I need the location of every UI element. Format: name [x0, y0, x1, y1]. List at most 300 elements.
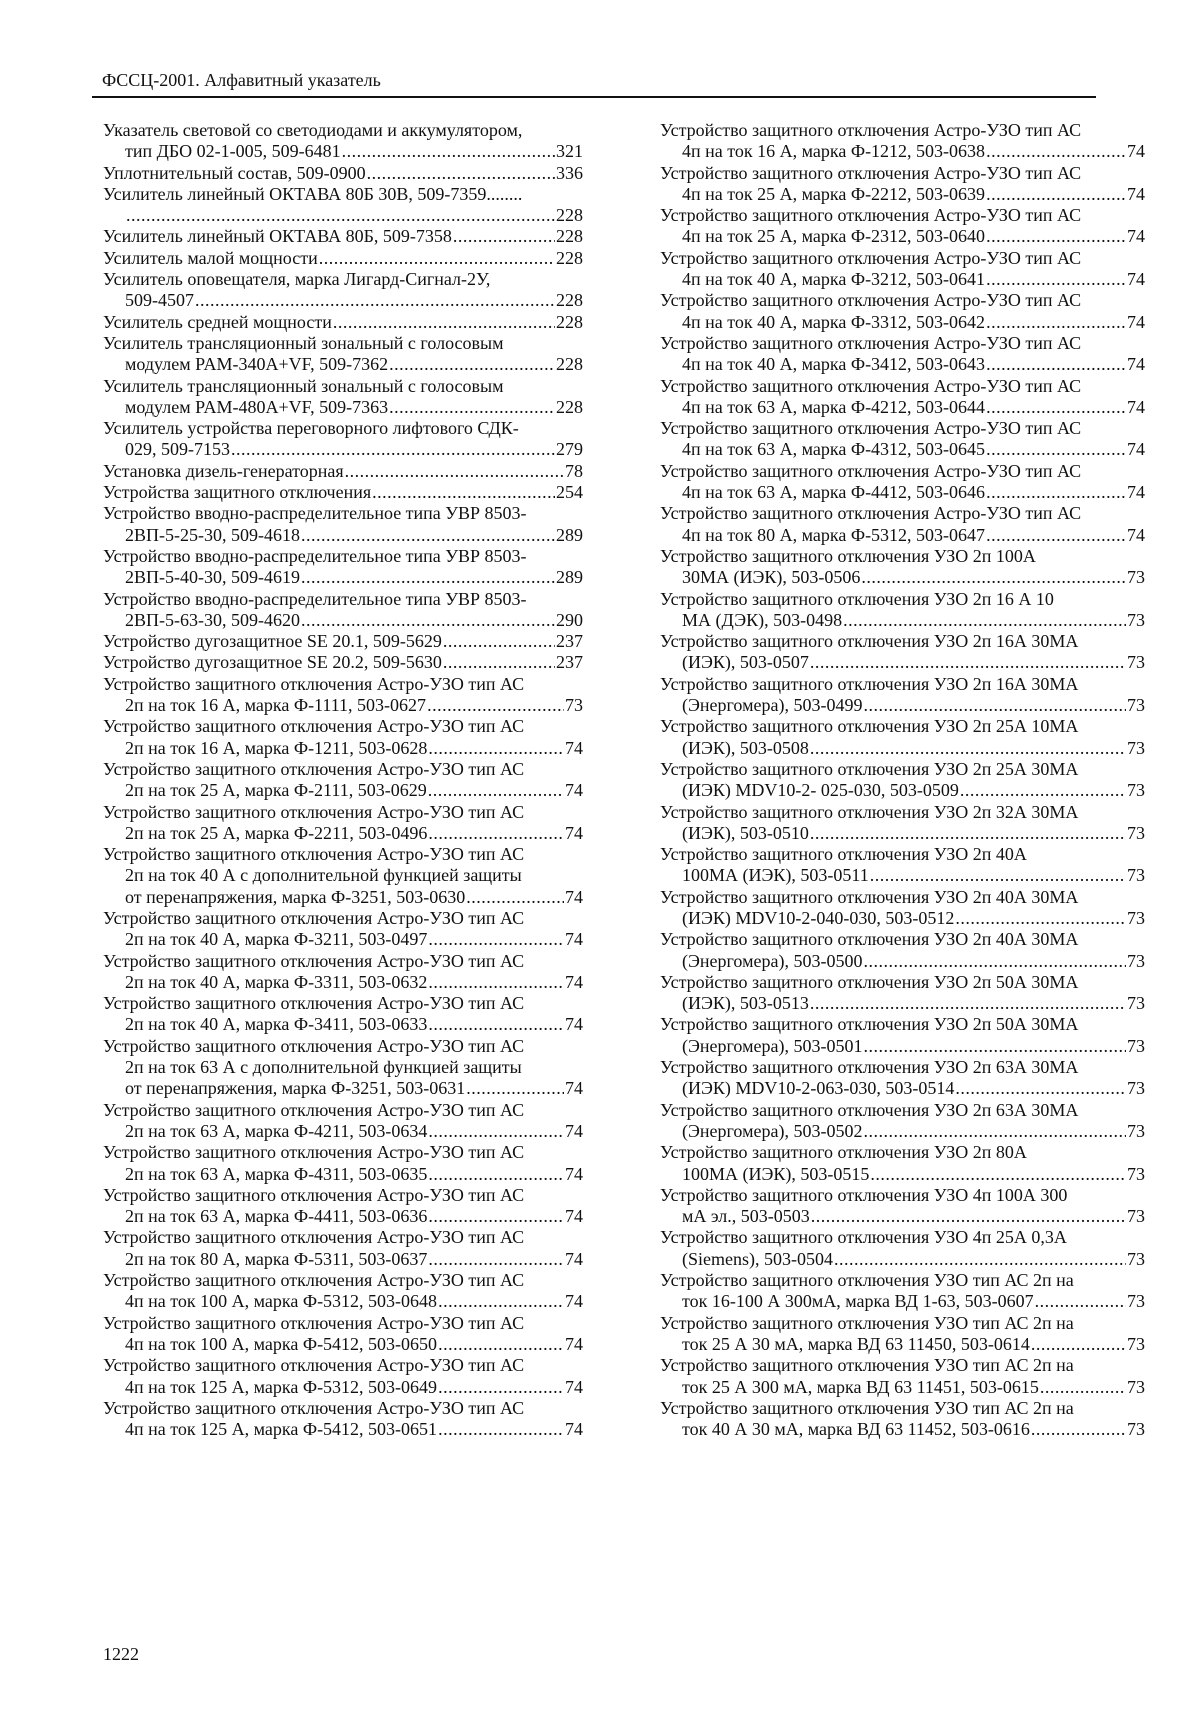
entry-page-number: 73: [1127, 1035, 1145, 1056]
index-entry: [103, 951, 583, 994]
dot-leader: [810, 993, 1126, 1014]
entry-text-line: Устройство защитного отключения УЗО 2п 25А 30МА: [660, 758, 1079, 779]
entry-text-line: Устройство защитного отключения Астро-УЗО тип АС: [103, 801, 525, 822]
dot-leader: [986, 269, 1126, 290]
dot-leader: [389, 354, 555, 375]
entry-page-number: 74: [1127, 311, 1145, 332]
entry-text-line: Устройство защитного отключения УЗО 2п 63А 30МА: [660, 1057, 1079, 1078]
index-entry: [660, 163, 1145, 206]
entry-text-line: Устройство защитного отключения УЗО 2п 25А 10МА: [660, 716, 1079, 737]
entry-page-number: 74: [565, 886, 583, 907]
index-entry: [660, 546, 1145, 589]
entry-text-last: ток 16-100 А 300мА, марка ВД 1-63, 503-0607: [682, 1291, 1034, 1312]
dot-leader: [986, 525, 1126, 546]
dot-leader: [427, 695, 564, 716]
entry-text-last: (Siemens), 503-0504: [682, 1248, 833, 1269]
index-entry: [103, 333, 583, 376]
entry-text-line: Устройство защитного отключения УЗО 2п 50А 30МА: [660, 971, 1079, 992]
entry-text-last: Устройство дугозащитное SE 20.2, 509-5630: [103, 652, 442, 673]
dot-leader: [466, 887, 564, 908]
entry-text-last: Устройство дугозащитное SE 20.1, 509-5629: [103, 631, 442, 652]
entry-text-line: Устройство защитного отключения Астро-УЗО тип АС: [103, 673, 525, 694]
dot-leader: [342, 141, 555, 162]
entry-text-last: 2ВП-5-63-30, 509-4620: [125, 609, 300, 630]
dot-leader: [195, 290, 555, 311]
entry-leader-line: [103, 610, 583, 631]
entry-text-line: Устройство вводно-распределительное типа УВР 8503-: [103, 503, 527, 524]
entry-leader-line: [660, 1291, 1145, 1312]
dot-leader: [986, 354, 1126, 375]
entry-page-number: 73: [1127, 609, 1145, 630]
index-entry: [660, 929, 1145, 972]
entry-leader-line: [103, 461, 583, 482]
index-entry: [103, 1142, 583, 1185]
entry-text-line: Устройство защитного отключения УЗО 2п 40А: [660, 844, 1027, 865]
index-entry: [103, 674, 583, 717]
index-entry: [660, 1398, 1145, 1441]
entry-text-last: модулем PAM-340A+VF, 509-7362: [125, 354, 389, 375]
index-column-right: [660, 120, 1145, 1440]
entry-leader-line: [103, 738, 583, 759]
dot-leader: [863, 951, 1126, 972]
dot-leader: [955, 908, 1126, 929]
entry-text-line: Устройство защитного отключения Астро-УЗО тип АС: [103, 950, 525, 971]
entry-text-line: Устройство защитного отключения УЗО 2п 32А 30МА: [660, 801, 1079, 822]
dot-leader: [986, 226, 1126, 247]
entry-page-number: 73: [1127, 1419, 1145, 1440]
entry-leader-line: [660, 1377, 1145, 1398]
entry-leader-line: [660, 354, 1145, 375]
entry-page-number: 289: [556, 524, 583, 545]
entry-text-last: 100МА (ИЭК), 503-0511: [682, 865, 869, 886]
entry-leader-line: [660, 695, 1145, 716]
index-entry: [660, 205, 1145, 248]
entry-page-number: 73: [1127, 1163, 1145, 1184]
entry-text-last: 4п на ток 40 А, марка Ф-3412, 503-0643: [682, 354, 986, 375]
dot-leader: [466, 1078, 564, 1099]
entry-text-last: (Энергомера), 503-0501: [682, 1035, 863, 1056]
dot-leader: [443, 652, 555, 673]
entry-text-line: Устройство защитного отключения УЗО 2п 40А 30МА: [660, 929, 1079, 950]
entry-leader-line: [103, 1291, 583, 1312]
entry-text-line: Устройство защитного отключения Астро-УЗО тип АС: [103, 716, 525, 737]
entry-page-number: 74: [565, 1206, 583, 1227]
dot-leader: [428, 1014, 564, 1035]
entry-text-line: Устройство защитного отключения Астро-УЗО тип АС: [103, 844, 525, 865]
entry-page-number: 73: [1127, 907, 1145, 928]
index-entry: [660, 1014, 1145, 1057]
entry-text-last: 2ВП-5-40-30, 509-4619: [125, 567, 300, 588]
entry-text-line: Устройство защитного отключения УЗО 2п 40А 30МА: [660, 886, 1079, 907]
entry-leader-line: [103, 205, 583, 226]
index-entry: [660, 461, 1145, 504]
dot-leader: [863, 695, 1126, 716]
entry-leader-line: [660, 652, 1145, 673]
entry-text-line: Усилитель линейный ОКТАВА 80Б 30В, 509-7359........: [103, 183, 523, 204]
entry-page-number: 74: [565, 1376, 583, 1397]
index-entry: [103, 503, 583, 546]
index-entry: [103, 1227, 583, 1270]
entry-leader-line: [660, 397, 1145, 418]
entry-leader-line: [103, 141, 583, 162]
entry-page-number: 228: [556, 205, 583, 226]
entry-text-last: 2п на ток 40 А, марка Ф-3211, 503-0497: [125, 929, 428, 950]
entry-page-number: 73: [1127, 1333, 1145, 1354]
entry-text-last: Уплотнительный состав, 509-0900: [103, 162, 366, 183]
entry-text-line: Устройство защитного отключения УЗО тип АС 2п на: [660, 1270, 1074, 1291]
entry-leader-line: [660, 141, 1145, 162]
index-entry: [660, 759, 1145, 802]
entry-text-last: 4п на ток 125 А, марка Ф-5412, 503-0651: [125, 1419, 438, 1440]
entry-text-last: 4п на ток 63 А, марка Ф-4312, 503-0645: [682, 439, 986, 460]
dot-leader: [438, 1334, 564, 1355]
entry-text-last: 4п на ток 80 А, марка Ф-5312, 503-0647: [682, 524, 986, 545]
entry-text-line: Устройство защитного отключения Астро-УЗО тип АС: [103, 1355, 525, 1376]
entry-text-line: Устройство защитного отключения Астро-УЗО тип АС: [103, 1312, 525, 1333]
entry-leader-line: [660, 908, 1145, 929]
entry-text-line: Усилитель трансляционный зональный с голосовым: [103, 332, 504, 353]
entry-text-last: (ИЭК) MDV10-2-040-030, 503-0512: [682, 907, 955, 928]
entry-text-line: Указатель световой со светодиодами и аккумулятором,: [103, 120, 523, 140]
entry-page-number: 321: [556, 141, 583, 162]
entry-text-line: Устройство защитного отключения Астро-УЗО тип АС: [103, 1397, 525, 1418]
index-entry: [103, 312, 583, 333]
index-entry: [103, 461, 583, 482]
index-entry: [103, 1185, 583, 1228]
entry-text-last: (ИЭК), 503-0510: [682, 822, 809, 843]
entry-leader-line: [660, 525, 1145, 546]
entry-page-number: 228: [556, 396, 583, 417]
dot-leader: [453, 226, 555, 247]
entry-text-last: ток 25 А 300 мА, марка ВД 63 11451, 503-0615: [682, 1376, 1039, 1397]
entry-text-last: 2п на ток 63 А, марка Ф-4411, 503-0636: [125, 1206, 428, 1227]
index-entry: [103, 759, 583, 802]
index-entry: [660, 1355, 1145, 1398]
entry-text-line: Устройство защитного отключения Астро-УЗО тип АС: [660, 460, 1082, 481]
entry-text-line: Устройство защитного отключения УЗО тип АС 2п на: [660, 1312, 1074, 1333]
dot-leader: [986, 397, 1126, 418]
entry-leader-line: [103, 226, 583, 247]
entry-text-line: Устройство вводно-распределительное типа УВР 8503-: [103, 588, 527, 609]
entry-text-last: 2п на ток 80 А, марка Ф-5311, 503-0637: [125, 1248, 428, 1269]
entry-leader-line: [660, 567, 1145, 588]
index-entry: [660, 589, 1145, 632]
index-entry: [660, 1057, 1145, 1100]
entry-page-number: 336: [556, 162, 583, 183]
entry-text-line: Устройство защитного отключения УЗО 2п 16 А 10: [660, 588, 1054, 609]
header-title: ФССЦ-2001. Алфавитный указатель: [102, 70, 381, 90]
dot-leader: [870, 865, 1126, 886]
entry-text-last: от перенапряжения, марка Ф-3251, 503-0630: [125, 886, 466, 907]
dot-leader: [986, 312, 1126, 333]
entry-leader-line: [103, 163, 583, 184]
entry-text-line: Устройство защитного отключения Астро-УЗО тип АС: [660, 332, 1082, 353]
entry-text-last: (ИЭК) MDV10-2- 025-030, 503-0509: [682, 780, 959, 801]
entry-leader-line: [660, 865, 1145, 886]
entry-leader-line: [103, 887, 583, 908]
entry-leader-line: [103, 482, 583, 503]
index-entry: [660, 844, 1145, 887]
entry-page-number: 74: [565, 1291, 583, 1312]
entry-page-number: 73: [1127, 567, 1145, 588]
dot-leader: [428, 738, 564, 759]
entry-page-number: 73: [1127, 737, 1145, 758]
entry-text-line: Устройство защитного отключения Астро-УЗО тип АС: [103, 1099, 525, 1120]
entry-text-last: 2п на ток 25 А, марка Ф-2111, 503-0629: [125, 780, 427, 801]
entry-page-number: 74: [1127, 482, 1145, 503]
entry-page-number: 78: [565, 460, 583, 481]
entry-text-last: 4п на ток 100 А, марка Ф-5412, 503-0650: [125, 1333, 438, 1354]
entry-text-line: Устройство защитного отключения Астро-УЗО тип АС: [103, 1184, 525, 1205]
entry-text-line: 2п на ток 63 А с дополнительной функцией защиты: [125, 1057, 522, 1078]
dot-leader: [986, 439, 1126, 460]
dot-leader: [428, 780, 564, 801]
entry-leader-line: [103, 354, 583, 375]
dot-leader: [863, 1036, 1126, 1057]
entry-page-number: 73: [1127, 1120, 1145, 1141]
dot-leader: [986, 141, 1126, 162]
entry-page-number: 74: [565, 1248, 583, 1269]
index-entry: [660, 1185, 1145, 1228]
dot-leader: [986, 482, 1126, 503]
entry-text-last: 4п на ток 63 А, марка Ф-4212, 503-0644: [682, 396, 986, 417]
entry-page-number: 279: [556, 439, 583, 460]
entry-text-last: 2п на ток 63 А, марка Ф-4211, 503-0634: [125, 1120, 428, 1141]
entry-page-number: 74: [565, 929, 583, 950]
index-entry: [103, 1355, 583, 1398]
entry-text-line: Устройство защитного отключения Астро-УЗО тип АС: [103, 907, 525, 928]
entry-leader-line: [103, 1164, 583, 1185]
entry-leader-line: [103, 248, 583, 269]
entry-text-line: Устройство защитного отключения Астро-УЗО тип АС: [660, 162, 1082, 183]
entry-text-last: 2п на ток 16 А, марка Ф-1111, 503-0627: [125, 695, 427, 716]
entry-text-line: Устройство защитного отключения УЗО 4п 25А 0,3А: [660, 1227, 1067, 1248]
entry-leader-line: [103, 397, 583, 418]
index-entry: [103, 226, 583, 247]
dot-leader: [955, 1078, 1126, 1099]
entry-page-number: 74: [565, 822, 583, 843]
dot-leader: [438, 1377, 564, 1398]
entry-text-line: Устройство защитного отключения Астро-УЗО тип АС: [660, 375, 1082, 396]
entry-page-number: 74: [565, 1419, 583, 1440]
running-header: [92, 66, 1096, 98]
index-entry: [103, 802, 583, 845]
entry-leader-line: [103, 439, 583, 460]
entry-page-number: 73: [565, 695, 583, 716]
entry-text-line: Устройство защитного отключения УЗО 2п 80А: [660, 1142, 1027, 1163]
entry-page-number: 228: [556, 354, 583, 375]
entry-leader-line: [660, 1164, 1145, 1185]
entry-leader-line: [103, 695, 583, 716]
entry-leader-line: [103, 1206, 583, 1227]
entry-page-number: 73: [1127, 993, 1145, 1014]
index-entry: [660, 418, 1145, 461]
index-entry: [660, 1270, 1145, 1313]
entry-text-last: 2п на ток 40 А, марка Ф-3311, 503-0632: [125, 971, 428, 992]
entry-leader-line: [660, 439, 1145, 460]
dot-leader: [1031, 1334, 1126, 1355]
dot-leader: [861, 567, 1126, 588]
entry-page-number: 74: [565, 780, 583, 801]
entry-text-last: мА эл., 503-0503: [682, 1206, 810, 1227]
entry-text-last: (ИЭК), 503-0508: [682, 737, 809, 758]
index-entry: [103, 993, 583, 1036]
entry-text-last: 4п на ток 25 А, марка Ф-2312, 503-0640: [682, 226, 986, 247]
entry-text-last: 2п на ток 16 А, марка Ф-1211, 503-0628: [125, 737, 428, 758]
entry-leader-line: [660, 993, 1145, 1014]
dot-leader: [428, 1121, 564, 1142]
entry-leader-line: [660, 269, 1145, 290]
entry-leader-line: [103, 823, 583, 844]
index-entry: [103, 163, 583, 184]
dot-leader: [438, 1291, 564, 1312]
entry-leader-line: [103, 1249, 583, 1270]
entry-page-number: 74: [565, 1078, 583, 1099]
entry-text-line: Устройство защитного отключения УЗО тип АС 2п на: [660, 1355, 1074, 1376]
index-entry: [103, 589, 583, 632]
entry-text-line: Устройство защитного отключения УЗО 4п 100А 300: [660, 1184, 1068, 1205]
entry-page-number: 73: [1127, 695, 1145, 716]
entry-leader-line: [103, 929, 583, 950]
dot-leader: [428, 929, 564, 950]
entry-page-number: 237: [556, 631, 583, 652]
entry-leader-line: [660, 1121, 1145, 1142]
entry-leader-line: [103, 290, 583, 311]
dot-leader: [810, 652, 1126, 673]
entry-leader-line: [103, 631, 583, 652]
entry-page-number: 73: [1127, 652, 1145, 673]
entry-text-last: Усилитель малой мощности: [103, 247, 318, 268]
entry-text-line: Устройство защитного отключения Астро-УЗО тип АС: [660, 247, 1082, 268]
entry-text-last: Устройства защитного отключения: [103, 482, 372, 503]
dot-leader: [389, 397, 555, 418]
entry-leader-line: [660, 780, 1145, 801]
index-entry: [103, 1398, 583, 1441]
entry-text-last: 029, 509-7153: [125, 439, 230, 460]
entry-text-line: Устройство защитного отключения Астро-УЗО тип АС: [103, 758, 525, 779]
entry-text-line: Устройство защитного отключения Астро-УЗО тип АС: [103, 1035, 525, 1056]
entry-text-last: 4п на ток 40 А, марка Ф-3212, 503-0641: [682, 269, 986, 290]
entry-leader-line: [103, 1377, 583, 1398]
entry-page-number: 290: [556, 609, 583, 630]
entry-text-last: (ИЭК) MDV10-2-063-030, 503-0514: [682, 1078, 955, 1099]
entry-page-number: 74: [1127, 439, 1145, 460]
entry-page-number: 74: [565, 1120, 583, 1141]
entry-leader-line: [660, 312, 1145, 333]
entry-text-last: 2ВП-5-25-30, 509-4618: [125, 524, 300, 545]
index-entry: [103, 376, 583, 419]
entry-text-line: Устройство защитного отключения Астро-УЗО тип АС: [660, 120, 1082, 140]
entry-text-last: модулем PAM-480A+VF, 509-7363: [125, 396, 389, 417]
index-entry: [660, 120, 1145, 163]
entry-leader-line: [103, 1334, 583, 1355]
entry-text-last: Усилитель линейный ОКТАВА 80Б, 509-7358: [103, 226, 452, 247]
entry-page-number: 74: [1127, 269, 1145, 290]
dot-leader: [428, 1249, 564, 1270]
index-column-left: [103, 120, 583, 1440]
dot-leader: [986, 184, 1126, 205]
entry-page-number: 73: [1127, 1078, 1145, 1099]
index-entry: [103, 482, 583, 503]
entry-page-number: 237: [556, 652, 583, 673]
index-entry: [103, 652, 583, 673]
entry-page-number: 74: [565, 971, 583, 992]
entry-page-number: 228: [556, 311, 583, 332]
entry-text-last: 4п на ток 100 А, марка Ф-5312, 503-0648: [125, 1291, 438, 1312]
entry-page-number: 74: [565, 1163, 583, 1184]
index-entry: [103, 418, 583, 461]
entry-page-number: 73: [1127, 1376, 1145, 1397]
entry-page-number: 289: [556, 567, 583, 588]
entry-page-number: 73: [1127, 822, 1145, 843]
entry-text-line: Устройство защитного отключения Астро-УЗО тип АС: [660, 503, 1082, 524]
entry-text-line: Устройство защитного отключения Астро-УЗО тип АС: [660, 290, 1082, 311]
entry-leader-line: [660, 610, 1145, 631]
index-entry: [660, 333, 1145, 376]
entry-text-last: (Энергомера), 503-0502: [682, 1120, 863, 1141]
entry-page-number: 74: [1127, 226, 1145, 247]
index-entry: [660, 1142, 1145, 1185]
index-entry: [660, 674, 1145, 717]
dot-leader: [345, 461, 564, 482]
index-entry: [103, 546, 583, 589]
entry-leader-line: [103, 1419, 583, 1440]
entry-leader-line: [660, 1419, 1145, 1440]
entry-text-line: Устройство защитного отключения Астро-УЗО тип АС: [660, 418, 1082, 439]
dot-leader: [1040, 1377, 1126, 1398]
dot-leader: [301, 567, 555, 588]
index-entry: [660, 887, 1145, 930]
entry-page-number: 73: [1127, 1291, 1145, 1312]
entry-leader-line: [103, 1014, 583, 1035]
index-entry: [660, 802, 1145, 845]
index-entry: [103, 716, 583, 759]
index-entry: [660, 248, 1145, 291]
entry-text-last: ток 25 А 30 мА, марка ВД 63 11450, 503-0614: [682, 1333, 1030, 1354]
entry-text-line: Устройство защитного отключения УЗО 2п 16А 30МА: [660, 631, 1079, 652]
index-entry: [103, 1270, 583, 1313]
entry-page-number: 74: [1127, 396, 1145, 417]
entry-text-last: Усилитель средней мощности: [103, 311, 332, 332]
entry-page-number: 254: [556, 482, 583, 503]
index-entry: [660, 290, 1145, 333]
entry-page-number: 228: [556, 247, 583, 268]
entry-text-last: (Энергомера), 503-0499: [682, 695, 863, 716]
entry-page-number: 73: [1127, 780, 1145, 801]
entry-page-number: 228: [556, 290, 583, 311]
dot-leader: [301, 525, 555, 546]
dot-leader: [428, 1206, 564, 1227]
index-entry: [103, 248, 583, 269]
entry-text-line: Устройство защитного отключения Астро-УЗО тип АС: [103, 1142, 525, 1163]
entry-text-last: (ИЭК), 503-0507: [682, 652, 809, 673]
entry-page-number: 74: [565, 1333, 583, 1354]
page-number: 1222: [103, 1644, 139, 1664]
entry-text-last: 30МА (ИЭК), 503-0506: [682, 567, 861, 588]
entry-text-line: Усилитель оповещателя, марка Лигард-Сигнал-2У,: [103, 269, 491, 290]
dot-leader: [333, 312, 555, 333]
entry-leader-line: [103, 652, 583, 673]
dot-leader: [428, 972, 564, 993]
entry-text-line: Устройство защитного отключения Астро-УЗО тип АС: [660, 205, 1082, 226]
dot-leader: [301, 610, 555, 631]
entry-text-line: Устройство защитного отключения УЗО 2п 100А: [660, 545, 1036, 566]
entry-text-last: 4п на ток 125 А, марка Ф-5312, 503-0649: [125, 1376, 438, 1397]
entry-leader-line: [103, 525, 583, 546]
entry-page-number: 228: [556, 226, 583, 247]
entry-leader-line: [660, 226, 1145, 247]
entry-leader-line: [103, 1078, 583, 1099]
